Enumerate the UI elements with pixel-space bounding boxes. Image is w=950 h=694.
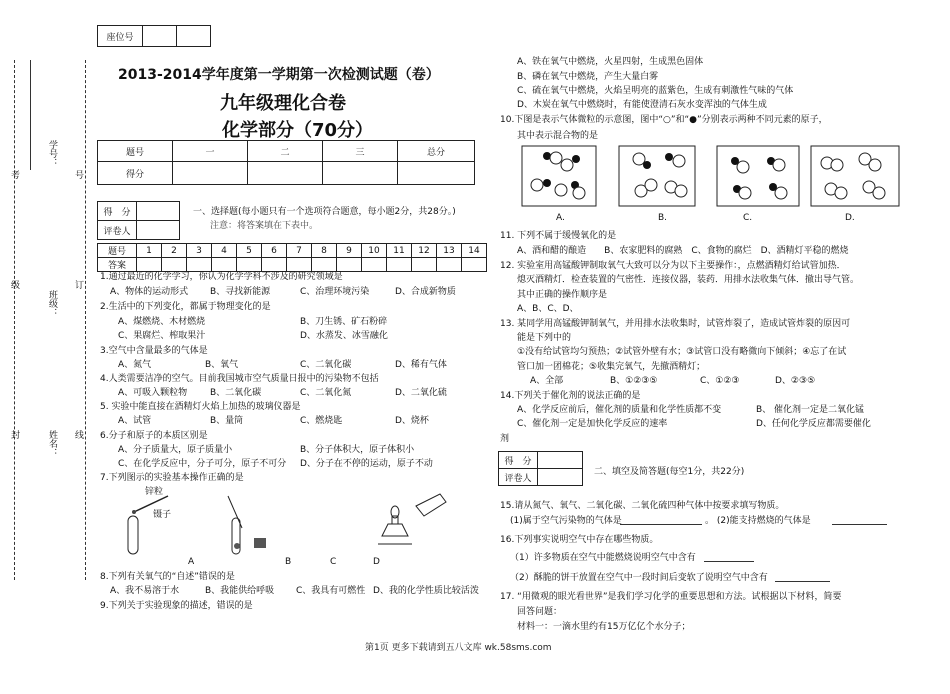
- answer-cell[interactable]: [312, 258, 337, 272]
- q1-option-a[interactable]: A、物体的运动形式: [110, 287, 189, 297]
- q7-option-b[interactable]: B: [285, 557, 292, 567]
- q12-options[interactable]: A、B、C、D、: [517, 304, 579, 314]
- figure-c-cup: [254, 538, 266, 548]
- answer-cell[interactable]: [162, 258, 187, 272]
- answer-number: 10: [362, 244, 387, 258]
- section2-title: 二、填空及简答题(每空1分，共22分): [594, 467, 745, 477]
- answer-number: 3: [187, 244, 212, 258]
- binding-line-outer: [14, 60, 15, 580]
- q8-option-d[interactable]: D、我的化学性质比较活泼: [373, 586, 479, 596]
- question-8: 8.下列有关氧气的“自述”错误的是: [100, 572, 235, 582]
- answer-cell[interactable]: [412, 258, 437, 272]
- figure-a-test-tube: [128, 496, 168, 554]
- answer-number: 14: [462, 244, 487, 258]
- answer-number: 5: [237, 244, 262, 258]
- side-feng: 封: [9, 430, 19, 439]
- q2-option-d[interactable]: D、水蒸发、冰雪融化: [300, 331, 388, 341]
- subject-title: 化学部分（70分）: [222, 120, 374, 141]
- q13-option-b[interactable]: B、①②③⑤: [610, 376, 658, 386]
- side-ji: 级: [9, 280, 19, 289]
- grader-reviewer-cell[interactable]: [137, 221, 180, 240]
- question-10: 10.下图是表示气体微粒的示意图，图中“○”和“●”分别表示两种不同元素的原子，: [500, 115, 828, 125]
- q3-option-a[interactable]: A、氮气: [118, 360, 152, 370]
- grader-reviewer-label: 评卷人: [98, 221, 137, 240]
- score-col: 二: [248, 141, 323, 162]
- q13-option-d[interactable]: D、②③⑤: [775, 376, 816, 386]
- question-13-d: 管口加一团棉花；⑤收集完氧气，先撤酒精灯；: [517, 362, 706, 372]
- figure-d-alcohol-lamp: [378, 494, 446, 544]
- answer-number: 6: [262, 244, 287, 258]
- answer-cell[interactable]: [437, 258, 462, 272]
- page-footer: 第1页 更多下载请到五八文库 wk.58sms.com: [365, 643, 552, 653]
- grade-title: 九年级理化合卷: [220, 93, 346, 114]
- q10-molecule-boxes: [521, 145, 901, 210]
- grader-table-2: [498, 451, 583, 486]
- question-12-b: 熄灭酒精灯．检查装置的气密性．连接仪器，装药．用排水法收集气体．撤出导气管。: [517, 275, 860, 285]
- q6-option-b[interactable]: B、分子体积大，原子体积小: [300, 445, 415, 455]
- grader-score-cell[interactable]: [137, 202, 180, 221]
- q4-option-a[interactable]: A、可吸入颗粒物: [118, 388, 188, 398]
- section1-note: 注意：将答案填在下表中。: [210, 221, 319, 231]
- answer-number: 7: [287, 244, 312, 258]
- label-zinc: 锌粒: [145, 487, 164, 497]
- q9-option-b[interactable]: B、磷在氧气中燃烧，产生大量白雾: [517, 72, 659, 82]
- q4-option-d[interactable]: D、二氧化硫: [395, 388, 447, 398]
- answer-cell[interactable]: [362, 258, 387, 272]
- answer-cell[interactable]: [137, 258, 162, 272]
- question-16: 16.下列事实说明空气中存在哪些物质。: [500, 535, 659, 545]
- molecule-box-d: [811, 146, 899, 206]
- score-col: 题号: [98, 141, 173, 162]
- q10-option-a[interactable]: A.: [556, 213, 565, 223]
- q10-option-b[interactable]: B.: [658, 213, 668, 223]
- q13-option-a[interactable]: A、全部: [530, 376, 564, 386]
- q6-option-d[interactable]: D、分子在不停的运动，原子不动: [300, 459, 433, 469]
- question-16-b: （2）酥脆的饼干放置在空气中一段时间后变软了说明空气中含有: [510, 573, 768, 583]
- score-col: 总分: [398, 141, 475, 162]
- q16-answer-2[interactable]: [775, 581, 830, 582]
- q6-option-c[interactable]: C、在化学反应中，分子可分，原子不可分: [118, 459, 287, 469]
- question-14: 14.下列关于催化剂的说法正确的是: [500, 391, 641, 401]
- grader-table-1: [97, 201, 180, 240]
- question-11: 11. 下列不属于缓慢氧化的是: [500, 231, 617, 241]
- q9-option-a[interactable]: A、铁在氧气中燃烧，火星四射，生成黑色固体: [517, 57, 704, 67]
- q5-option-b[interactable]: B、量筒: [210, 416, 244, 426]
- score-col: 一: [173, 141, 248, 162]
- q8-option-b[interactable]: B、我能供给呼吸: [205, 586, 275, 596]
- answer-row-label: 答案: [98, 258, 137, 272]
- answer-number: 13: [437, 244, 462, 258]
- seat-label: 座位号: [98, 26, 143, 47]
- q9-option-d[interactable]: D、木炭在氧气中燃烧时，有能使澄清石灰水变浑浊的气体生成: [517, 100, 767, 110]
- q10-option-d[interactable]: D.: [845, 213, 855, 223]
- answer-number: 1: [137, 244, 162, 258]
- q10-option-c[interactable]: C.: [743, 213, 753, 223]
- q9-option-c[interactable]: C、硫在氧气中燃烧，火焰呈明亮的蓝紫色，生成有刺激性气味的气体: [517, 86, 794, 96]
- answer-number: 12: [412, 244, 437, 258]
- question-4: 4.人类需要洁净的空气。目前我国城市空气质量日报中的污染物不包括: [100, 374, 379, 384]
- q14-option-a[interactable]: A、化学反应前后，催化剂的质量和化学性质都不变: [517, 405, 722, 415]
- q3-option-d[interactable]: D、稀有气体: [395, 360, 447, 370]
- question-13-b: 能是下列中的: [517, 333, 572, 343]
- seat-cell[interactable]: [177, 26, 211, 47]
- q5-option-d[interactable]: D、烧杯: [395, 416, 429, 426]
- q1-option-d[interactable]: D、合成新物质: [395, 287, 456, 297]
- molecule-box-c: [717, 146, 799, 206]
- grader-score-cell[interactable]: [538, 452, 583, 469]
- grader-reviewer-label: 评卷人: [499, 469, 538, 486]
- q11-options[interactable]: A、酒和醋的酿造 B、农家肥料的腐熟 C、食物的腐烂 D、酒精灯平稳的燃烧: [517, 246, 849, 256]
- question-17-b: 回答问题：: [517, 607, 563, 617]
- q2-option-a[interactable]: A、煤燃烧、木材燃烧: [118, 317, 206, 327]
- q4-option-b[interactable]: B、二氧化碳: [210, 388, 262, 398]
- q7-option-a[interactable]: A: [188, 557, 195, 567]
- question-10-b: 其中表示混合物的是: [517, 131, 599, 141]
- answer-number: 8: [312, 244, 337, 258]
- side-ding: 订: [73, 280, 83, 289]
- answer-cell[interactable]: [387, 258, 412, 272]
- answer-number: 9: [337, 244, 362, 258]
- answer-number: 2: [162, 244, 187, 258]
- q14-option-d[interactable]: D、任何化学反应都需要催化: [756, 419, 871, 429]
- question-13: 13. 某同学用高锰酸钾制氧气，并用排水法收集时，试管炸裂了，造成试管炸裂的原因可: [500, 319, 851, 329]
- answer-cell[interactable]: [187, 258, 212, 272]
- score-cell[interactable]: [248, 162, 323, 185]
- answer-cell[interactable]: [262, 258, 287, 272]
- score-col: 三: [323, 141, 398, 162]
- answer-number: 4: [212, 244, 237, 258]
- exam-title: 2013-2014学年度第一学期第一次检测试题（卷）: [118, 67, 440, 83]
- side-xian: 线: [73, 430, 83, 439]
- q1-option-b[interactable]: B、寻找新能源: [210, 287, 271, 297]
- side-xingming: 姓名：: [47, 430, 57, 457]
- q8-option-c[interactable]: C、我具有可燃性: [296, 586, 366, 596]
- q14-option-c[interactable]: C、催化剂一定是加快化学反应的速率: [517, 419, 668, 429]
- question-9: 9.下列关于实验现象的描述，错误的是: [100, 601, 253, 611]
- q6-option-a[interactable]: A、分子质量大，原子质量小: [118, 445, 233, 455]
- section1-title: 一、选择题(每小题只有一个选项符合题意，每小题2分，共28分。): [193, 207, 456, 217]
- q8-option-a[interactable]: A、我不易溶于水: [110, 586, 180, 596]
- q16-answer-1[interactable]: [704, 561, 754, 562]
- question-13-c: ①没有给试管均匀预热；②试管外壁有水；③试管口没有略微向下倾斜；④忘了在试: [517, 347, 847, 357]
- question-6: 6.分子和原子的本质区别是: [100, 431, 208, 441]
- q15-answer-1[interactable]: [620, 524, 702, 525]
- score-table: [97, 140, 475, 185]
- q2-option-c[interactable]: C、果腐烂、榨取果汁: [118, 331, 206, 341]
- question-12: 12. 实验室用高锰酸钾制取氧气大致可以分为以下主要操作：，点燃酒精灯给试管加热．: [500, 261, 846, 271]
- q3-option-b[interactable]: B、氧气: [205, 360, 239, 370]
- seat-table: [97, 25, 211, 47]
- seat-cell[interactable]: [143, 26, 177, 47]
- score-cell[interactable]: [323, 162, 398, 185]
- binding-line-inner: [85, 60, 86, 580]
- answer-header-label: 题号: [98, 244, 137, 258]
- question-16-a: （1）许多物质在空气中能燃烧说明空气中含有: [510, 553, 696, 563]
- side-xuehao: 学号：: [47, 140, 57, 167]
- q7-option-c[interactable]: C: [330, 557, 337, 567]
- score-cell[interactable]: [173, 162, 248, 185]
- answer-cell[interactable]: [462, 258, 487, 272]
- answer-number: 11: [387, 244, 412, 258]
- q15-answer-2[interactable]: [832, 524, 887, 525]
- question-17-c: 材料一：一滴水里约有15万亿亿个水分子；: [517, 622, 691, 632]
- question-15-a: (1)属于空气污染物的气体是: [510, 516, 622, 526]
- q1-option-c[interactable]: C、治理环境污染: [300, 287, 370, 297]
- question-17: 17. “用微观的眼光看世界”是我们学习化学的重要思想和方法。试根据以下材料，简要: [500, 592, 842, 602]
- question-15-b: 。 (2)能支持燃烧的气体是: [705, 516, 811, 526]
- side-kao: 考: [9, 170, 19, 179]
- name-line: [30, 60, 32, 170]
- q7-option-d[interactable]: D: [373, 557, 380, 567]
- molecule-box-a: [522, 146, 596, 206]
- q3-option-c[interactable]: C、二氧化碳: [300, 360, 352, 370]
- question-3: 3.空气中含量最多的气体是: [100, 346, 208, 356]
- question-2: 2.生活中的下列变化，都属于物理变化的是: [100, 302, 271, 312]
- molecule-box-b: [619, 146, 695, 206]
- label-tweezers: 镊子: [153, 510, 172, 520]
- q14-option-b[interactable]: B、 催化剂一定是二氧化锰: [756, 405, 865, 415]
- q5-option-a[interactable]: A、试管: [118, 416, 152, 426]
- q5-option-c[interactable]: C、燃烧匙: [300, 416, 343, 426]
- answer-table: [97, 243, 487, 272]
- answer-cell[interactable]: [337, 258, 362, 272]
- answer-cell[interactable]: [237, 258, 262, 272]
- q13-option-c[interactable]: C、①②③: [700, 376, 740, 386]
- score-row-label: 得分: [98, 162, 173, 185]
- question-12-c: 其中正确的操作顺序是: [517, 290, 608, 300]
- question-1: 1.通过最近的化学学习，你认为化学学科不涉及的研究领域是: [100, 272, 343, 282]
- grader-reviewer-cell[interactable]: [538, 469, 583, 486]
- figure-b-test-tube: [228, 496, 242, 554]
- question-5: 5. 实验中能直接在酒精灯火焰上加热的玻璃仪器是: [100, 402, 301, 412]
- answer-cell[interactable]: [212, 258, 237, 272]
- q7-figures: [120, 488, 500, 558]
- question-7: 7.下列图示的实验基本操作正确的是: [100, 473, 244, 483]
- side-hao: 号: [73, 170, 83, 179]
- side-banji: 班级：: [47, 290, 57, 317]
- score-cell[interactable]: [398, 162, 475, 185]
- q4-option-c[interactable]: C、二氧化氮: [300, 388, 352, 398]
- q2-option-b[interactable]: B、刀生锈、矿石粉碎: [300, 317, 388, 327]
- question-15: 15.请从氮气、氧气、二氧化碳、二氧化硫四种气体中按要求填写物质。: [500, 501, 785, 511]
- q14-tail: 剂: [500, 434, 510, 444]
- grader-score-label: 得 分: [499, 452, 538, 469]
- answer-cell[interactable]: [287, 258, 312, 272]
- grader-score-label: 得 分: [98, 202, 137, 221]
